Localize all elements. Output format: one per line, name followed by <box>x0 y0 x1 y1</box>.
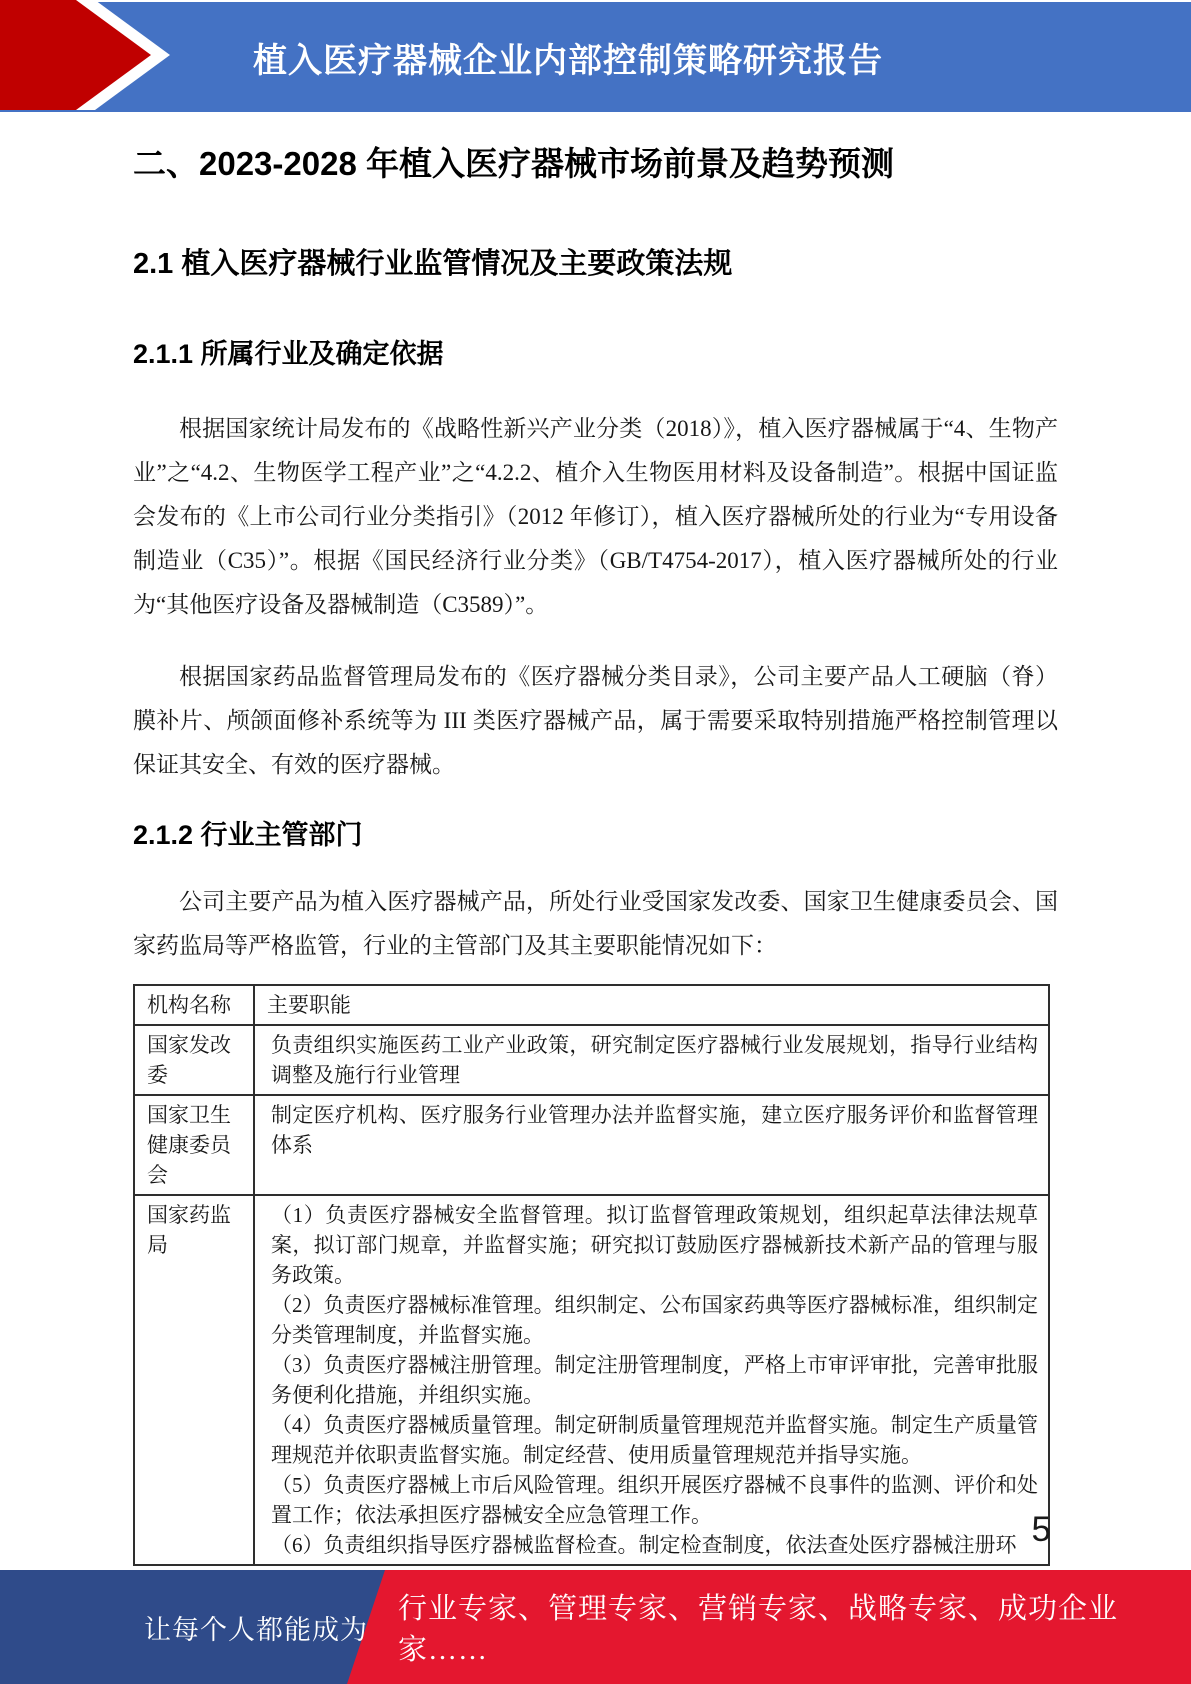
subsection-heading-2-1-1: 2.1.1 所属行业及确定依据 <box>133 339 444 369</box>
chapter-heading: 二、2023-2028 年植入医疗器械市场前景及趋势预测 <box>133 145 894 182</box>
document-content <box>133 112 1058 1566</box>
duty-item-1: （1）负责医疗器械安全监督管理。拟订监督管理政策规划，组织起草法律法规草案，拟订部门规章，并监督实施；研究拟订鼓励医疗器械新技术新产品的管理与服务政策。 <box>271 1203 1038 1287</box>
red-chevron-arrow-icon <box>0 0 190 110</box>
page-number: 5 <box>1031 1510 1051 1549</box>
footer-slogan-right: 行业专家、管理专家、营销专家、战略专家、成功企业家…… <box>398 1593 1119 1666</box>
duty-item-2: （2）负责医疗器械标准管理。组织制定、公布国家药典等医疗器械标准，组织制定分类管理制度，并监督实施。 <box>271 1293 1038 1347</box>
duty-item-5: （5）负责医疗器械上市后风险管理。组织开展医疗器械不良事件的监测、评价和处置工作；依法承担医疗器械安全应急管理工作。 <box>271 1473 1038 1527</box>
footer-banner <box>0 1570 1191 1684</box>
duty-text: 负责组织实施医药工业产业政策，研究制定医疗器械行业发展规划，指导行业结构调整及施行行业管理 <box>271 1033 1038 1087</box>
org-name-cell: 国家发改委 <box>134 1025 254 1095</box>
table-header-row <box>134 985 1049 1025</box>
column-header-org-name: 机构名称 <box>134 985 254 1025</box>
subsection-heading-2-1-2: 2.1.2 行业主管部门 <box>133 820 363 850</box>
regulators-table <box>133 984 1050 1566</box>
org-name-cell: 国家药监局 <box>134 1195 254 1565</box>
footer-slogan-left: 让每个人都能成为 <box>144 1614 368 1645</box>
duties-cell <box>254 1025 1049 1095</box>
table-row <box>134 1095 1049 1195</box>
duty-item-6: （6）负责组织指导医疗器械监督检查。制定检查制度，依法查处医疗器械注册环 <box>271 1533 1017 1557</box>
duties-cell <box>254 1195 1049 1565</box>
duty-text: 制定医疗机构、医疗服务行业管理办法并监督实施，建立医疗服务评价和监督管理体系 <box>271 1103 1038 1157</box>
paragraph-device-category: 根据国家药品监督管理局发布的《医疗器械分类目录》，公司主要产品人工硬脑（脊）膜补片、颅颌面修补系统等为 III 类医疗器械产品，属于需要采取特别措施严格控制管理以保证其安全、有效的医疗器械。 <box>133 664 1058 777</box>
paragraph-regulators-intro: 公司主要产品为植入医疗器械产品，所处行业受国家发改委、国家卫生健康委员会、国家药监局等严格监管，行业的主管部门及其主要职能情况如下： <box>133 889 1058 958</box>
table-row <box>134 1025 1049 1095</box>
duty-item-4: （4）负责医疗器械质量管理。制定研制质量管理规范并监督实施。制定生产质量管理规范并依职责监督实施。制定经营、使用质量管理规范并指导实施。 <box>271 1413 1038 1467</box>
column-header-main-duties: 主要职能 <box>254 985 1049 1025</box>
section-heading-2-1: 2.1 植入医疗器械行业监管情况及主要政策法规 <box>133 248 733 280</box>
duty-item-3: （3）负责医疗器械注册管理。制定注册管理制度，严格上市审评审批，完善审批服务便利化措施，并组织实施。 <box>271 1353 1038 1407</box>
org-name-cell: 国家卫生健康委员会 <box>134 1095 254 1195</box>
duties-cell <box>254 1095 1049 1195</box>
paragraph-industry-classification: 根据国家统计局发布的《战略性新兴产业分类（2018）》，植入医疗器械属于“4、生物产业”之“4.2、生物医学工程产业”之“4.2.2、植介入生物医用材料及设备制造”。根据中国证监会发布的《上市公司行业分类指引》（2012 年修订），植入医疗器械所处的行业为“专用设备制造业（C35）”。根据《国民经济行业分类》（GB/T4754-2017），植入医疗器械所处的行业为“其他医疗设备及器械制造（C3589）”。 <box>133 416 1058 617</box>
table-row <box>134 1195 1049 1565</box>
report-title: 植入医疗器械企业内部控制策略研究报告 <box>253 41 883 80</box>
